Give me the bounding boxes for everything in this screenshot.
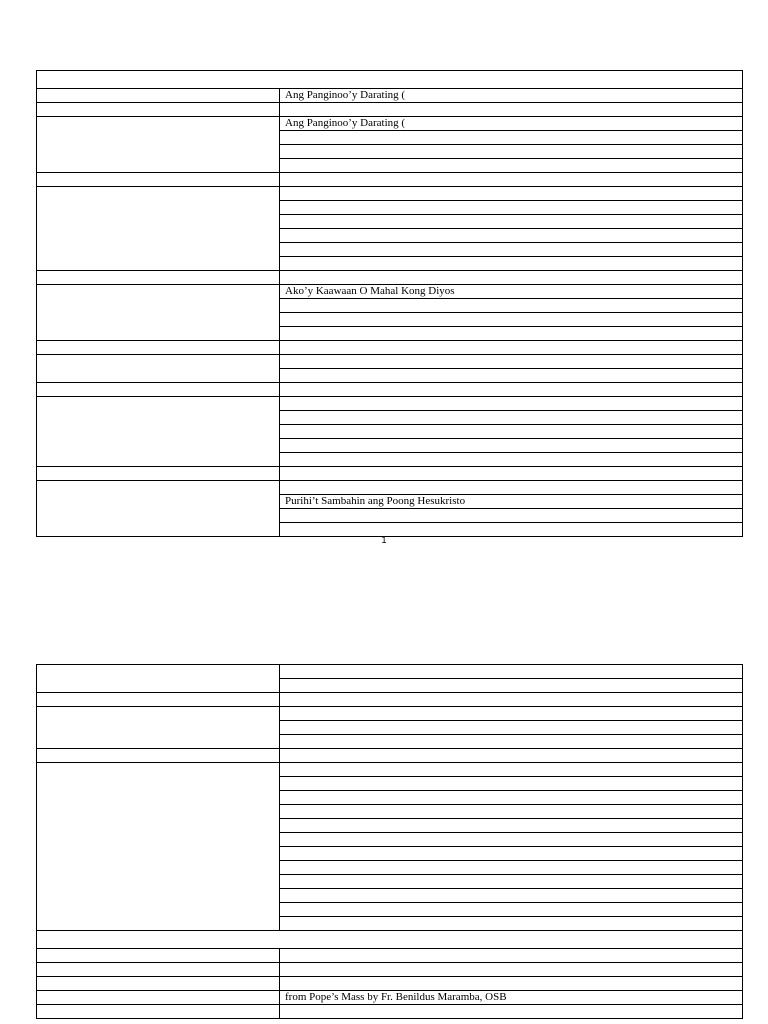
table-row [37,991,743,1005]
content-cell [280,693,743,707]
content-cell [280,963,743,977]
table-row [37,763,743,777]
content-cell [280,243,743,257]
label-cell [37,341,280,355]
table-row [37,931,743,949]
section-label-cell [37,707,280,749]
section-label-cell [37,481,280,537]
content-cell [280,509,743,523]
table-row [37,481,743,495]
content-cell [280,341,743,355]
page-number: 1 [381,535,387,545]
content-cell [280,173,743,187]
content-cell [280,187,743,201]
table-row [37,1005,743,1019]
table-row [37,117,743,131]
liturgy-table-page-2 [36,664,743,1019]
content-cell [280,327,743,341]
content-cell [280,1005,743,1019]
label-cell [37,89,280,103]
content-cell [280,749,743,763]
song-title-cell: Ang Panginoo’y Darating ( [280,89,743,103]
source-credit-cell: from Pope’s Mass by Fr. Benildus Maramba, OSB [280,991,743,1005]
section-label-cell [37,187,280,271]
content-cell [280,467,743,481]
content-cell [280,763,743,777]
table-row [37,963,743,977]
content-cell [280,257,743,271]
song-title-cell: Ako’y Kaawaan O Mahal Kong Diyos [280,285,743,299]
section-label-cell [37,397,280,467]
table-row [37,285,743,299]
content-cell [280,777,743,791]
label-cell [37,271,280,285]
label-cell [37,1005,280,1019]
content-cell [280,369,743,383]
content-cell [280,397,743,411]
song-title-cell: Ang Panginoo’y Darating ( [280,117,743,131]
label-cell [37,977,280,991]
section-label-cell [37,355,280,383]
table-row [37,467,743,481]
label-cell [37,173,280,187]
table-row [37,693,743,707]
table-row [37,103,743,117]
content-cell [280,889,743,903]
content-cell [280,805,743,819]
label-cell [37,383,280,397]
table-row [37,71,743,89]
content-cell [280,791,743,805]
table-row [37,977,743,991]
table-row [37,397,743,411]
table-row [37,271,743,285]
content-cell [280,229,743,243]
content-cell [280,313,743,327]
content-cell [280,201,743,215]
content-cell [280,299,743,313]
content-cell [280,903,743,917]
content-cell [280,665,743,679]
label-cell [37,693,280,707]
content-cell [280,425,743,439]
label-cell [37,949,280,963]
content-cell [280,411,743,425]
label-cell [37,991,280,1005]
section-label-cell [37,285,280,341]
label-cell [37,103,280,117]
content-cell [280,847,743,861]
content-cell [280,949,743,963]
content-cell [280,861,743,875]
content-cell [280,977,743,991]
content-cell [280,159,743,173]
table-row [37,383,743,397]
content-cell [280,103,743,117]
section-label-cell [37,665,280,693]
label-cell [37,467,280,481]
content-cell [280,481,743,495]
label-cell [37,749,280,763]
table-row [37,341,743,355]
content-cell [280,355,743,369]
content-cell [280,875,743,889]
table-row [37,89,743,103]
content-cell [280,819,743,833]
section-label-cell [37,763,280,931]
content-cell [280,131,743,145]
table-row [37,749,743,763]
section-header-cell [37,931,743,949]
header-cell [37,71,743,89]
content-cell [280,439,743,453]
label-cell [37,963,280,977]
table-row [37,665,743,679]
liturgy-table-page-1 [36,70,743,537]
table-row [37,355,743,369]
content-cell [280,707,743,721]
content-cell [280,215,743,229]
content-cell [280,735,743,749]
content-cell [280,679,743,693]
content-cell [280,453,743,467]
content-cell [280,271,743,285]
section-label-cell [37,117,280,173]
content-cell [280,383,743,397]
table-row [37,187,743,201]
content-cell [280,833,743,847]
table-row [37,707,743,721]
content-cell [280,917,743,931]
table-row [37,949,743,963]
song-title-cell: Purihi’t Sambahin ang Poong Hesukristo [280,495,743,509]
content-cell [280,145,743,159]
content-cell [280,721,743,735]
table-row [37,173,743,187]
